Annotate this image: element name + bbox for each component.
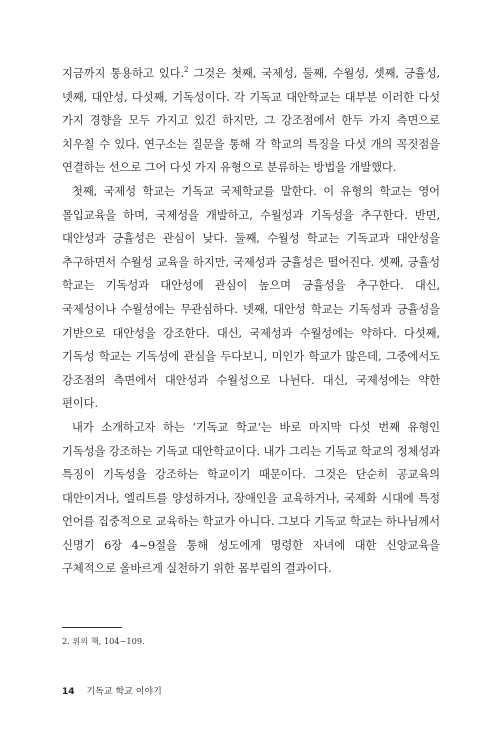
paragraph-1 bbox=[62, 62, 440, 180]
running-title: 기독교 학교 이야기 bbox=[86, 687, 162, 697]
paragraph-1-lead: 지금까지 통용하고 있다. bbox=[62, 67, 184, 80]
footnote: 2. 위의 책, 104~109. bbox=[62, 636, 145, 646]
footnote-divider bbox=[62, 627, 122, 628]
body-text bbox=[62, 62, 440, 581]
page-number: 14 bbox=[62, 687, 75, 697]
footnote-reference[interactable]: 2 bbox=[183, 66, 189, 74]
paragraph-3: 내가 소개하고자 하는 ‘기독교 학교’는 바로 마지막 다섯 번째 유형인 기독성을 강조하는 기독교 대안학교이다. 내가 그리는 기독교 학교의 정체성과 특징이 기독성을 강조하는 학교이기 때문이다. 그것은 단순히 공교육의 대안이거나, 엘리트를 양성하거나, 장애인을 교육하거나, 국제화 시대에 특정 언어를 집중적으로 교육하는 학교가 아니다. 그보다 기독교 학교는 하나님께서 신명기 6장 4~9절을 통해 성도에게 명령한 자녀에 대한 신앙교육을 구체적으로 올바르게 실천하기 위한 몸부림의 결과이다. bbox=[62, 420, 440, 576]
paragraph-2: 첫째, 국제성 학교는 기독교 국제학교를 말한다. 이 유형의 학교는 영어 몰입교육을 하며, 국제성을 개발하고, 수월성과 기독성을 추구한다. 반면, 대안성과 긍휼성은 관심이 낮다. 둘째, 수월성 학교는 기독교과 대안성을 추구하면서 수월성 교육을 하지만, 국제성과 긍휼성은 떨어진다. 셋째, 긍휼성 학교는 기독성과 대안성에 관심이 높으며 긍휼성을 추구한다. 대신, 국제성이나 수월성에는 무관심하다. 넷째, 대안성 학교는 기독성과 긍휼성을 기반으로 대안성을 강조한다. 대신, 국제성과 수월성에는 약하다. 다섯째, 기독성 학교는 기독성에 관심을 두다보니, 미인가 학교가 많은데, 그중에서도 강조점의 측면에서 대안성과 수월성으로 나뉜다. 대신, 국제성에는 약한 편이다. bbox=[62, 184, 440, 411]
page-footer bbox=[62, 684, 162, 697]
paragraph-1-rest: 그것은 첫째, 국제성, 둘째, 수월성, 셋째, 긍휼성, 넷째, 대안성, 다섯째, 기독성이다. 각 기독교 대안학교는 대부분 이러한 다섯 가지 경향을 모두 가지고 있긴 하지만, 그 강조점에서 한두 가지 측면으로 치우칠 수 있다. 연구소는 질문을 통해 각 학교의 특징을 다섯 개의 꼭짓점을 연결하는 선으로 그어 다섯 가지 유형으로 분류하는 방법을 개발했다. bbox=[62, 67, 441, 175]
